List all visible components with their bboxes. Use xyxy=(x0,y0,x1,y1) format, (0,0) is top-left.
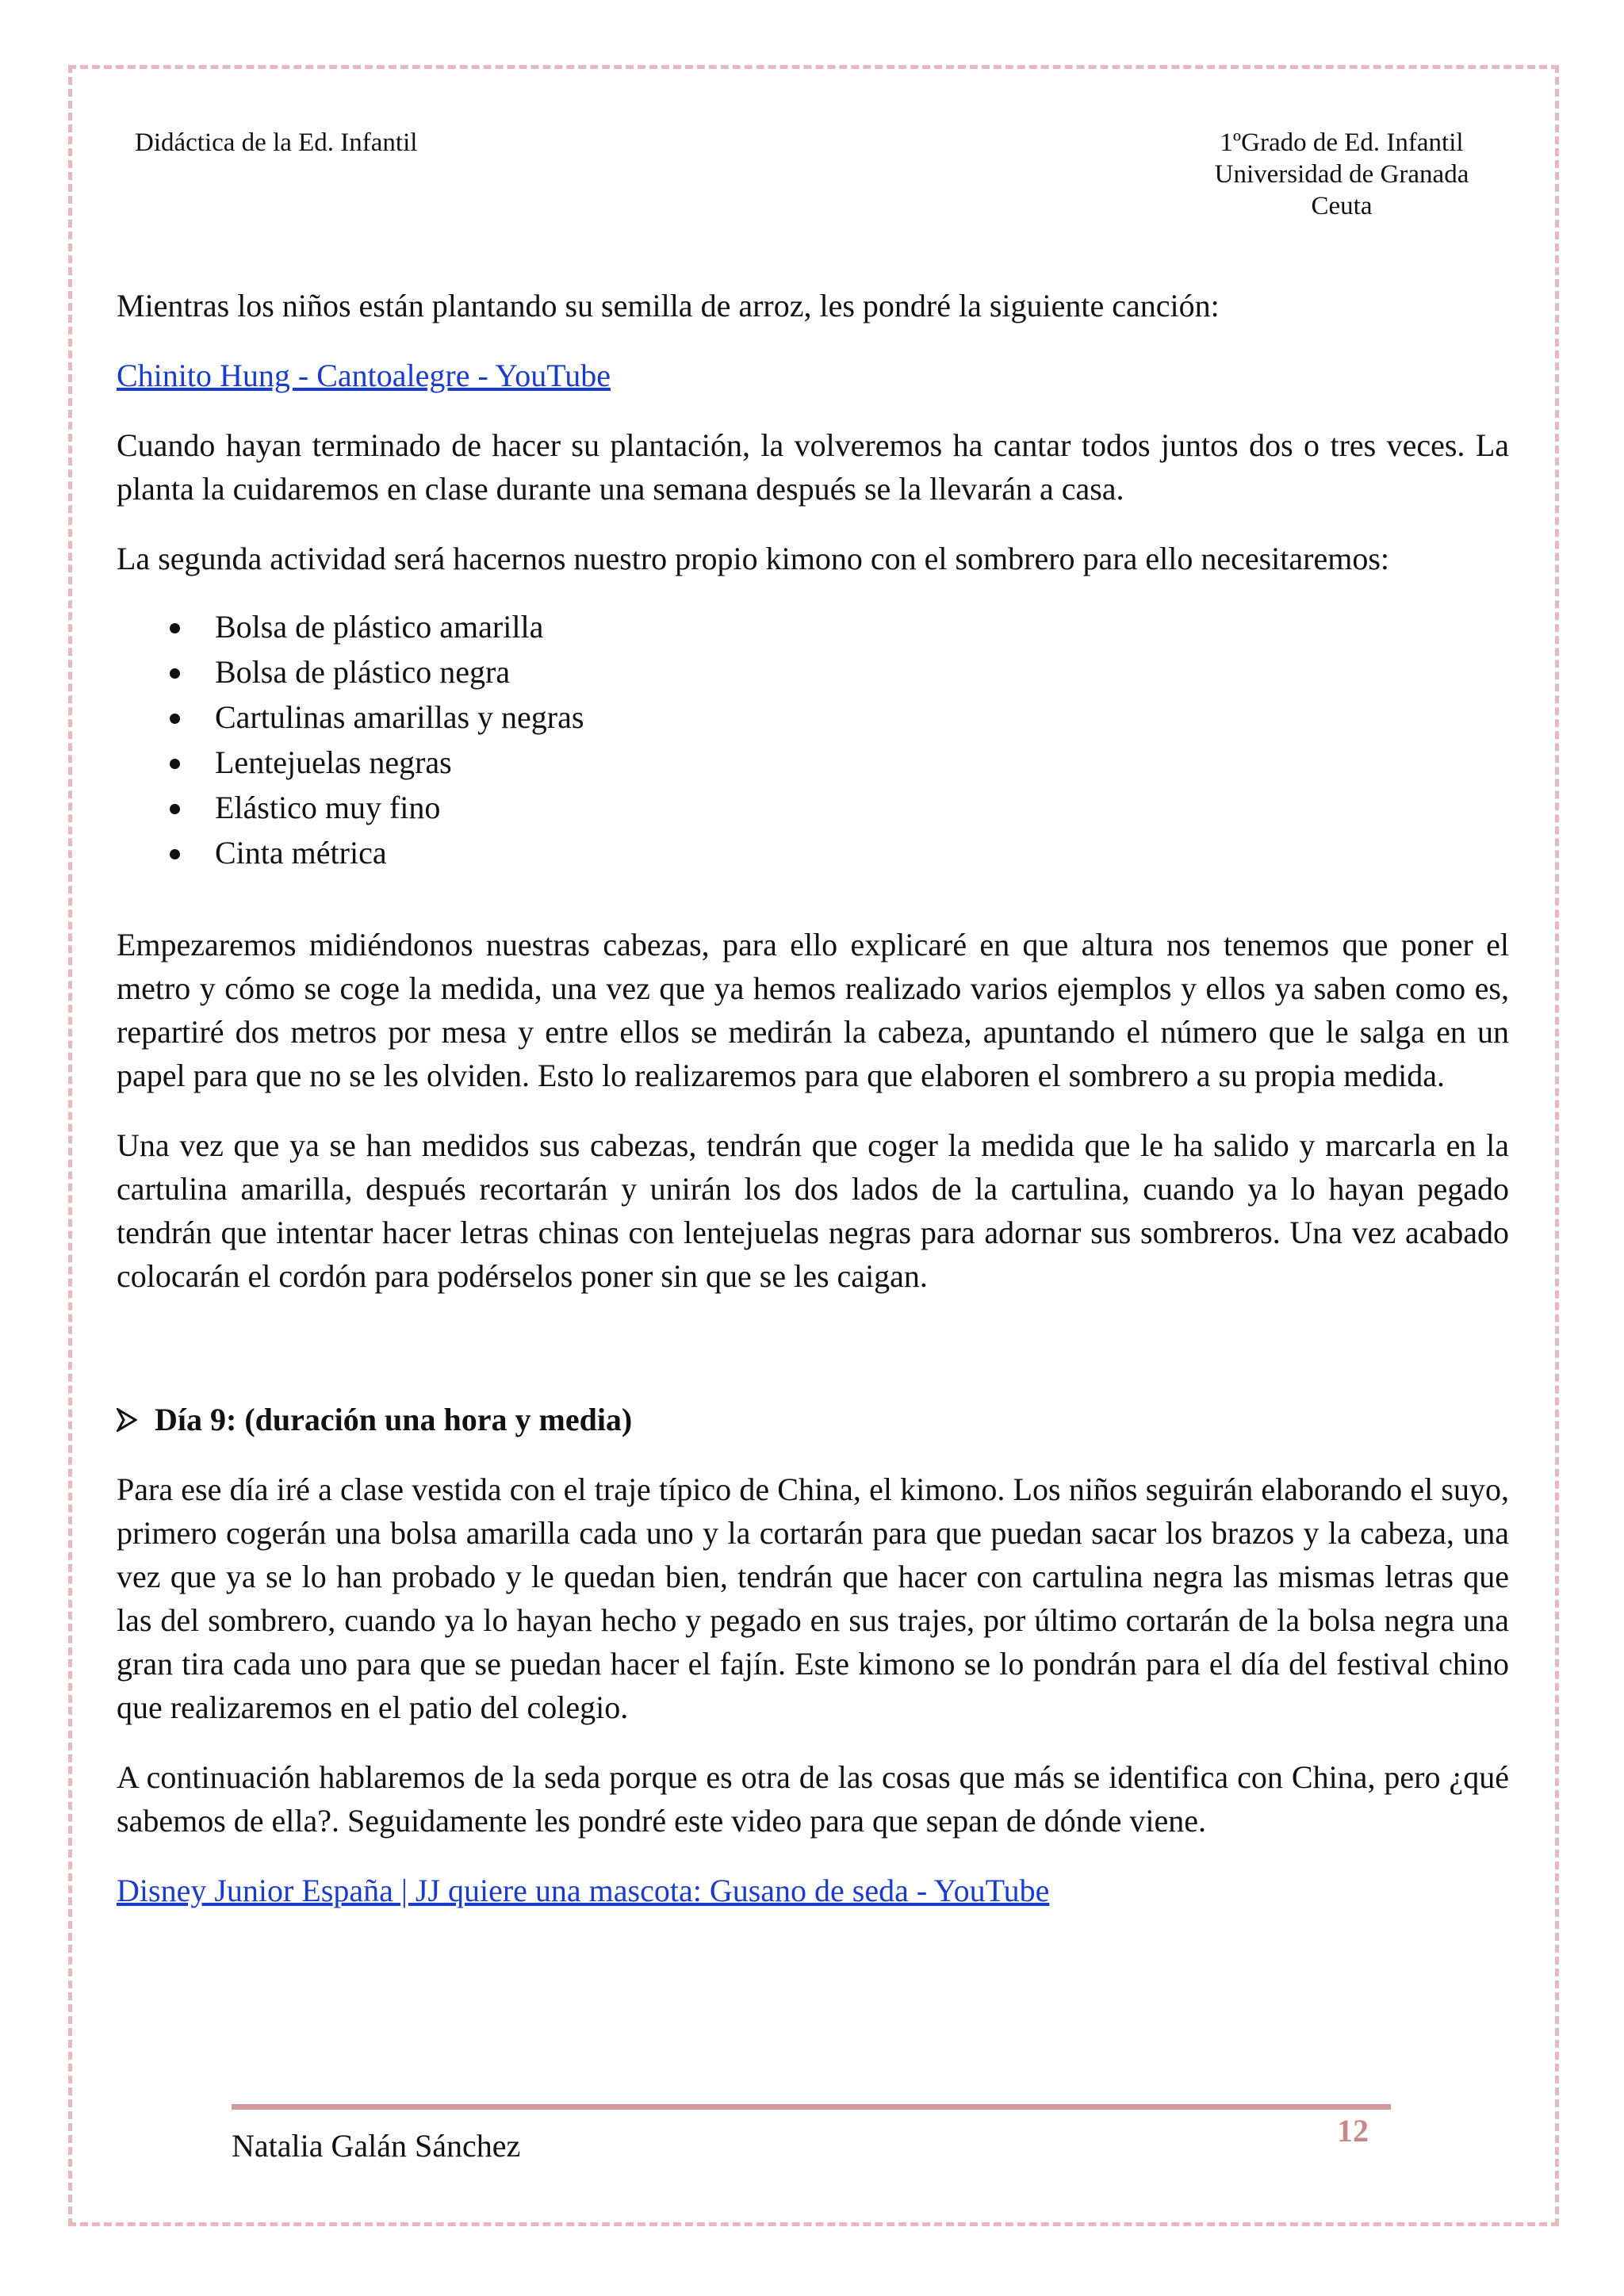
list-item: Bolsa de plástico negra xyxy=(117,649,1509,695)
paragraph-planting: Cuando hayan terminado de hacer su plantación, la volveremos ha cantar todos juntos dos o tres veces. La planta la cuidaremos en clase durante una semana después se la llevarán a casa. xyxy=(117,427,1509,507)
list-item: Lentejuelas negras xyxy=(117,740,1509,785)
list-item: Bolsa de plástico amarilla xyxy=(117,604,1509,649)
footer-rule xyxy=(232,2104,1391,2110)
day-9-heading-text: Día 9: (duración una hora y media) xyxy=(155,1402,633,1437)
paragraph-second-activity: La segunda actividad será hacernos nuestro propio kimono con el sombrero para ello necesitaremos: xyxy=(117,541,1389,576)
day-9-heading xyxy=(117,1398,1509,1441)
footer-author: Natalia Galán Sánchez xyxy=(232,2128,521,2164)
paragraph-song-intro: Mientras los niños están plantando su semilla de arroz, les pondré la siguiente canción: xyxy=(117,288,1220,323)
header-degree: 1ºGrado de Ed. Infantil xyxy=(1220,128,1464,157)
list-item: Elástico muy fino xyxy=(117,785,1509,830)
paragraph-hat: Una vez que ya se han medidos sus cabezas, tendrán que coger la medida que le ha salido y marcarla en la cartulina amarilla, después recortarán y unirán los dos lados de la cartulina, cuando ya lo hayan pegado tendrán que intentar hacer letras chinas con lentejuelas negras para adornar sus sombreros. Una vez acabado colocarán el cordón para podérselos poner sin que se les caigan. xyxy=(117,1127,1509,1294)
silk-link-paragraph xyxy=(117,1869,1509,1912)
list-item: Cartulinas amarillas y negras xyxy=(117,695,1509,740)
song-video-link[interactable]: Chinito Hung - Cantoalegre - YouTube xyxy=(117,358,611,393)
document-body xyxy=(117,284,1509,1912)
materials-list xyxy=(117,604,1509,875)
song-link-paragraph xyxy=(117,354,1509,397)
header-city: Ceuta xyxy=(1311,192,1373,220)
arrow-bullet-icon xyxy=(117,1408,137,1432)
paragraph-kimono: Para ese día iré a clase vestida con el traje típico de China, el kimono. Los niños seguirán elaborando el suyo, primero cogerán una bolsa amarilla cada uno y la cortarán para que puedan sacar los brazos y la cabeza, una vez que ya se lo han probado y le quedan bien, tendrán que hacer con cartulina negra las mismas letras que las del sombrero, cuando ya lo hayan hecho y pegado en sus trajes, por último cortarán de la bolsa negra una gran tira cada uno para que se puedan hacer el fajín. Este kimono se lo pondrán para el día del festival chino que realizaremos en el patio del colegio. xyxy=(117,1471,1509,1725)
list-item: Cinta métrica xyxy=(117,830,1509,875)
header-university: Universidad de Granada xyxy=(1214,160,1469,189)
page-number: 12 xyxy=(1337,2113,1369,2149)
silk-video-link[interactable]: Disney Junior España | JJ quiere una mascota: Gusano de seda - YouTube xyxy=(117,1873,1050,1908)
paragraph-silk: A continuación hablaremos de la seda porque es otra de las cosas que más se identifica con China, pero ¿qué sabemos de ella?. Seguidamente les pondré este video para que sepan de dónde viene. xyxy=(117,1759,1509,1839)
paragraph-measuring: Empezaremos midiéndonos nuestras cabezas, para ello explicaré en que altura nos tenemos que poner el metro y cómo se coge la medida, una vez que ya hemos realizado varios ejemplos y ellos ya saben como es, repartiré dos metros por mesa y entre ellos se medirán la cabeza, apuntando el número que le salga en un papel para que no se les olviden. Esto lo realizaremos para que elaboren el sombrero a su propia medida. xyxy=(117,927,1509,1093)
header-course: Didáctica de la Ed. Infantil xyxy=(135,128,418,157)
header-institution xyxy=(1199,127,1484,222)
